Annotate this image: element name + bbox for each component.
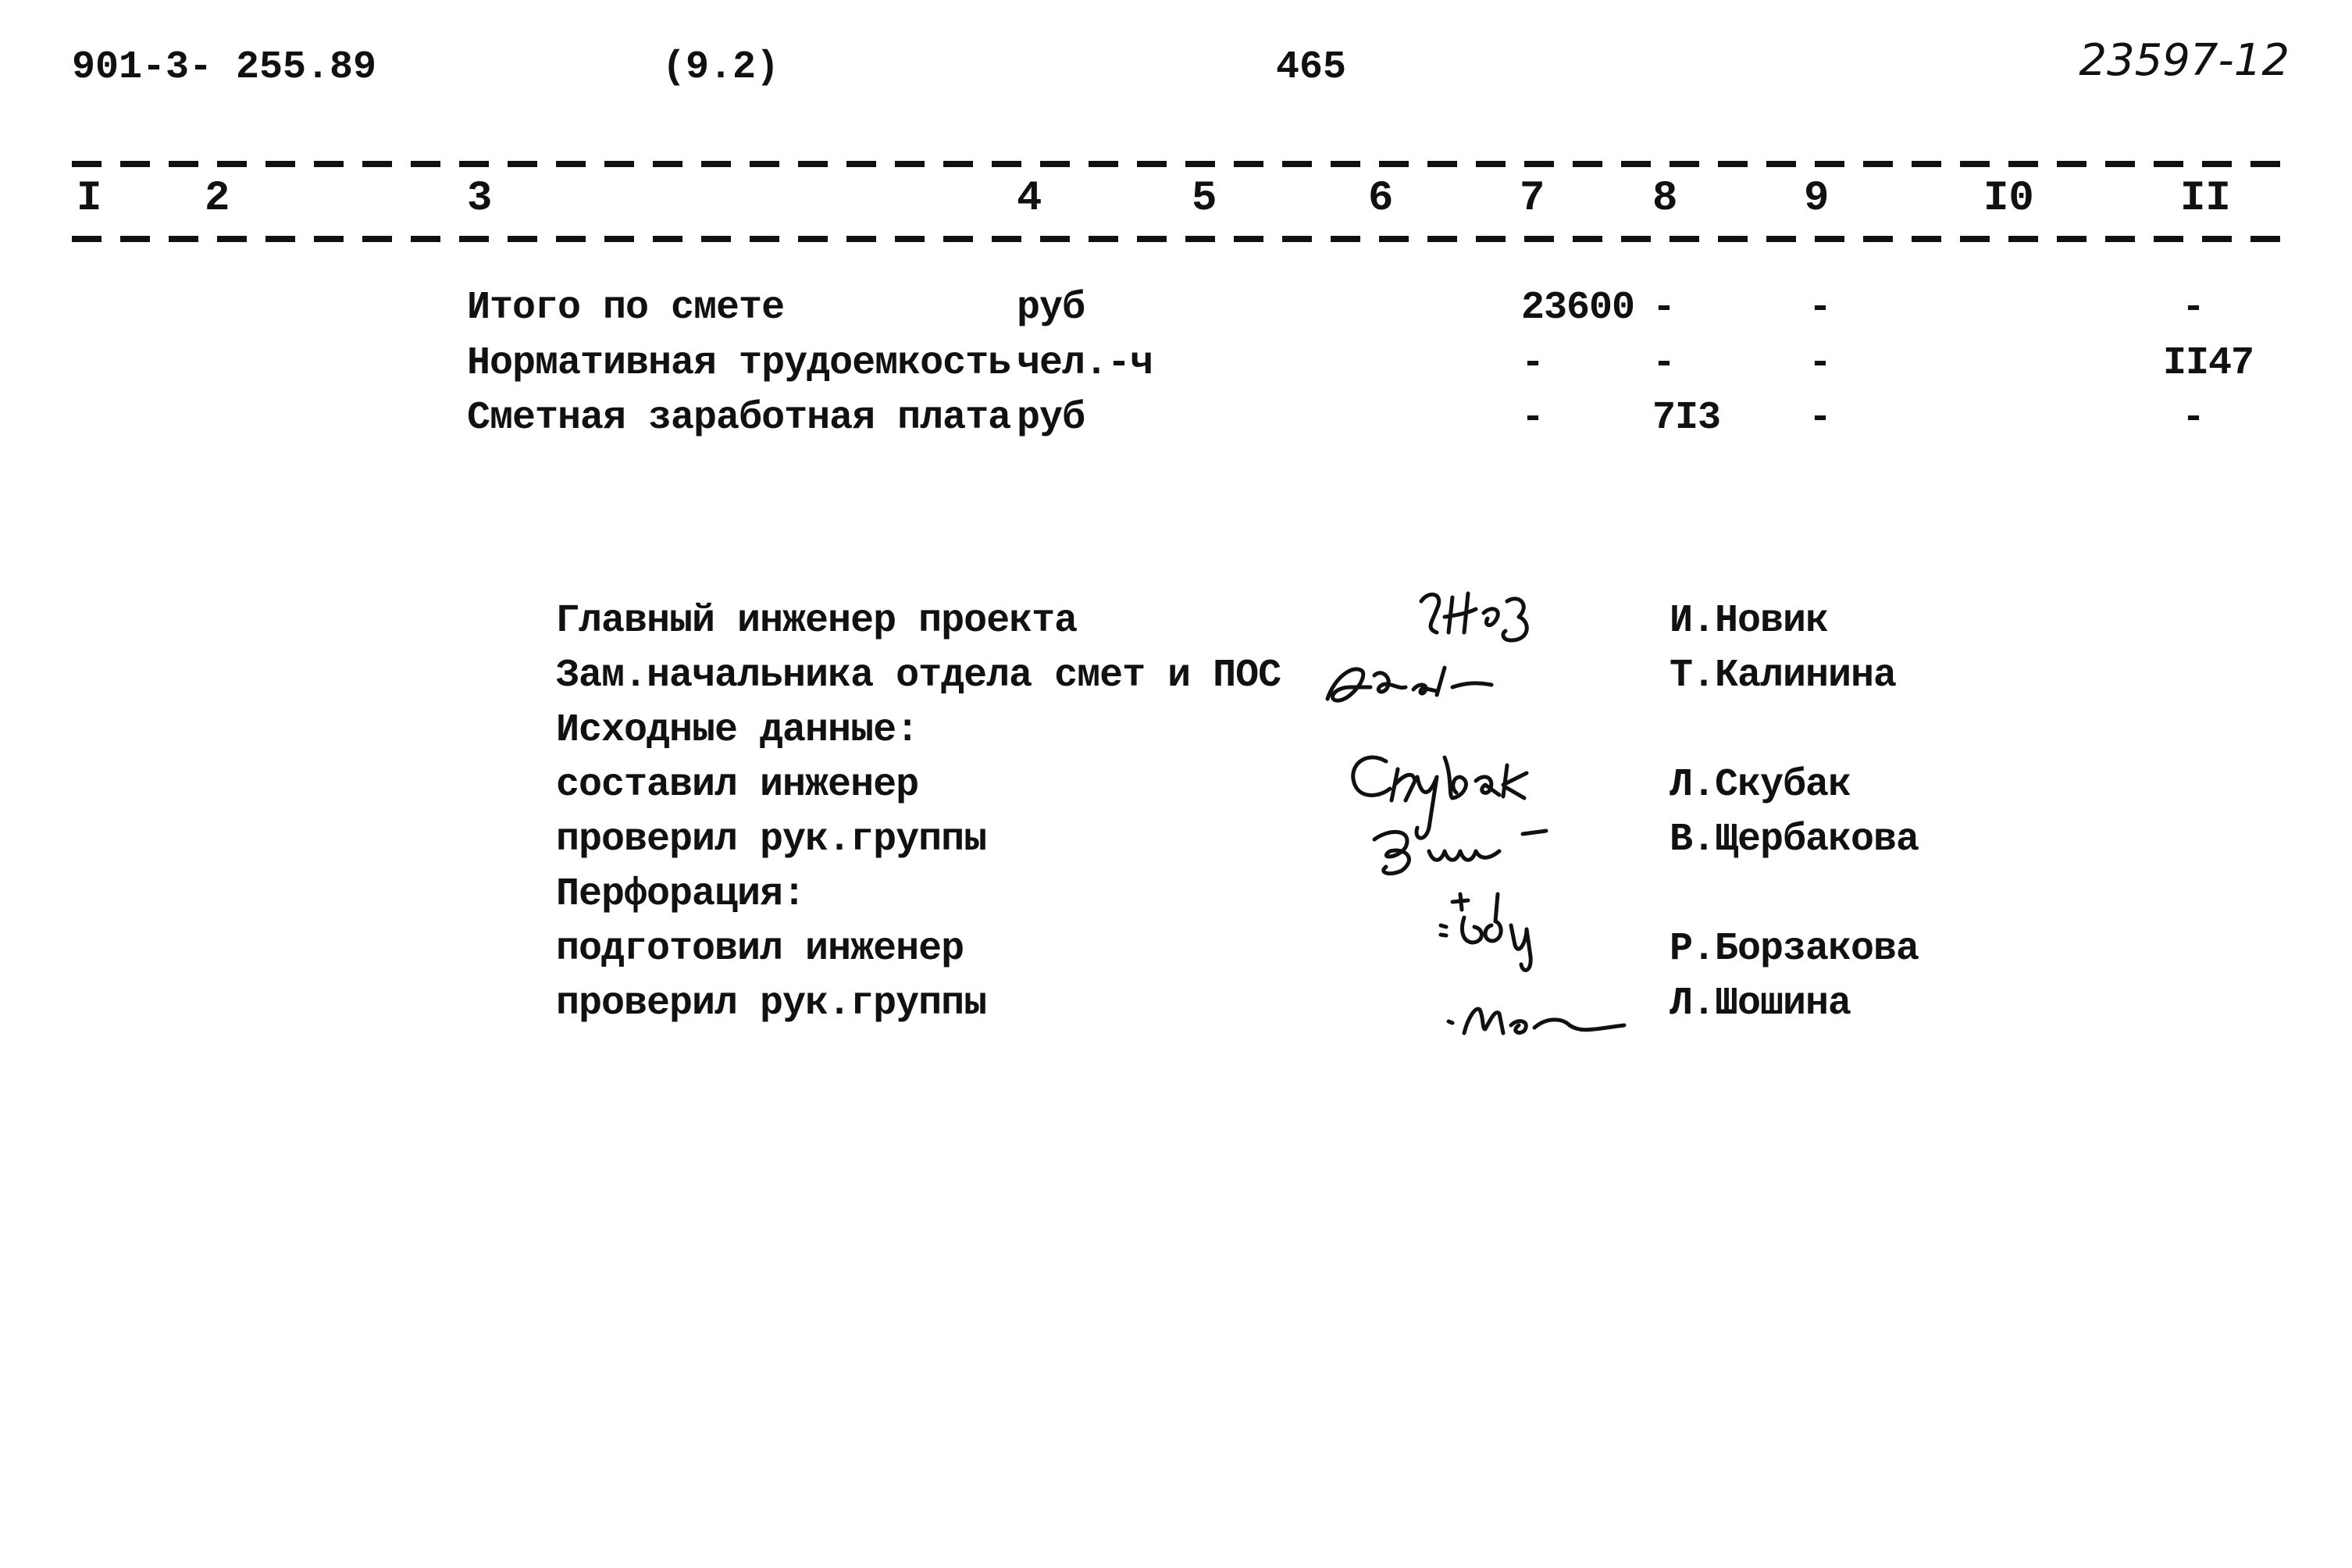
row-col9: - [1809, 341, 1832, 386]
row-col11: - [2182, 286, 2205, 330]
signatory-name: В.Щербакова [1670, 818, 1919, 862]
signature-role: Исходные данные: [556, 708, 919, 753]
row-col9: - [1809, 286, 1832, 330]
column-number-1: I [77, 175, 102, 223]
row-unit: руб [1017, 396, 1085, 440]
row-col8: 7I3 [1652, 396, 1721, 440]
document-code: 901-3- 255.89 [72, 45, 377, 90]
signature-novik [1413, 586, 1554, 656]
signature-role: Главный инженер проекта [556, 599, 1078, 643]
row-col7: - [1521, 341, 1545, 386]
signature-skubak [1343, 742, 1593, 882]
table-top-rule [72, 161, 2297, 167]
signature-role: проверил рук.группы [556, 982, 987, 1026]
row-col7: 23600 [1521, 286, 1635, 330]
signature-kalinina [1320, 652, 1531, 715]
section-number: (9.2) [662, 45, 780, 90]
signatory-name: Л.Шошина [1670, 982, 1851, 1026]
row-name: Итого по смете [467, 286, 785, 330]
row-col9: - [1809, 396, 1832, 440]
row-unit: чел.-ч [1017, 341, 1153, 386]
row-col11: - [2182, 396, 2205, 440]
column-number-4: 4 [1017, 175, 1042, 223]
column-number-6: 6 [1368, 175, 1394, 223]
page-number: 465 [1276, 45, 1347, 90]
stamp-number: 23597-12 [2079, 35, 2290, 86]
column-number-9: 9 [1804, 175, 1830, 223]
row-col11: II47 [2163, 341, 2254, 386]
signature-shoshina [1437, 990, 1640, 1053]
column-number-7: 7 [1520, 175, 1545, 223]
signature-role: проверил рук.группы [556, 818, 987, 862]
column-number-3: 3 [467, 175, 493, 223]
signatory-name: И.Новик [1670, 599, 1829, 643]
row-col7: - [1521, 396, 1545, 440]
column-number-5: 5 [1192, 175, 1217, 223]
column-number-11: II [2180, 175, 2231, 223]
row-unit: руб [1017, 286, 1085, 330]
row-name: Сметная заработная плата [467, 396, 1011, 440]
signatory-name: Т.Калинина [1670, 654, 1897, 698]
signature-role: Перфорация: [556, 872, 806, 917]
column-number-10: I0 [1983, 175, 2034, 223]
column-number-8: 8 [1652, 175, 1678, 223]
signature-borzakova [1429, 886, 1570, 980]
signature-role: подготовил инженер [556, 927, 964, 971]
signature-role: составил инженер [556, 763, 919, 807]
signatory-name: Р.Борзакова [1670, 927, 1919, 971]
row-name: Нормативная трудоемкость [467, 341, 1011, 386]
row-col8: - [1652, 286, 1676, 330]
column-number-2: 2 [205, 175, 230, 223]
signature-role: Зам.начальника отдела смет и ПОС [556, 654, 1281, 698]
table-header-rule [72, 236, 2297, 242]
row-col8: - [1652, 341, 1676, 386]
signatory-name: Л.Скубак [1670, 763, 1851, 807]
